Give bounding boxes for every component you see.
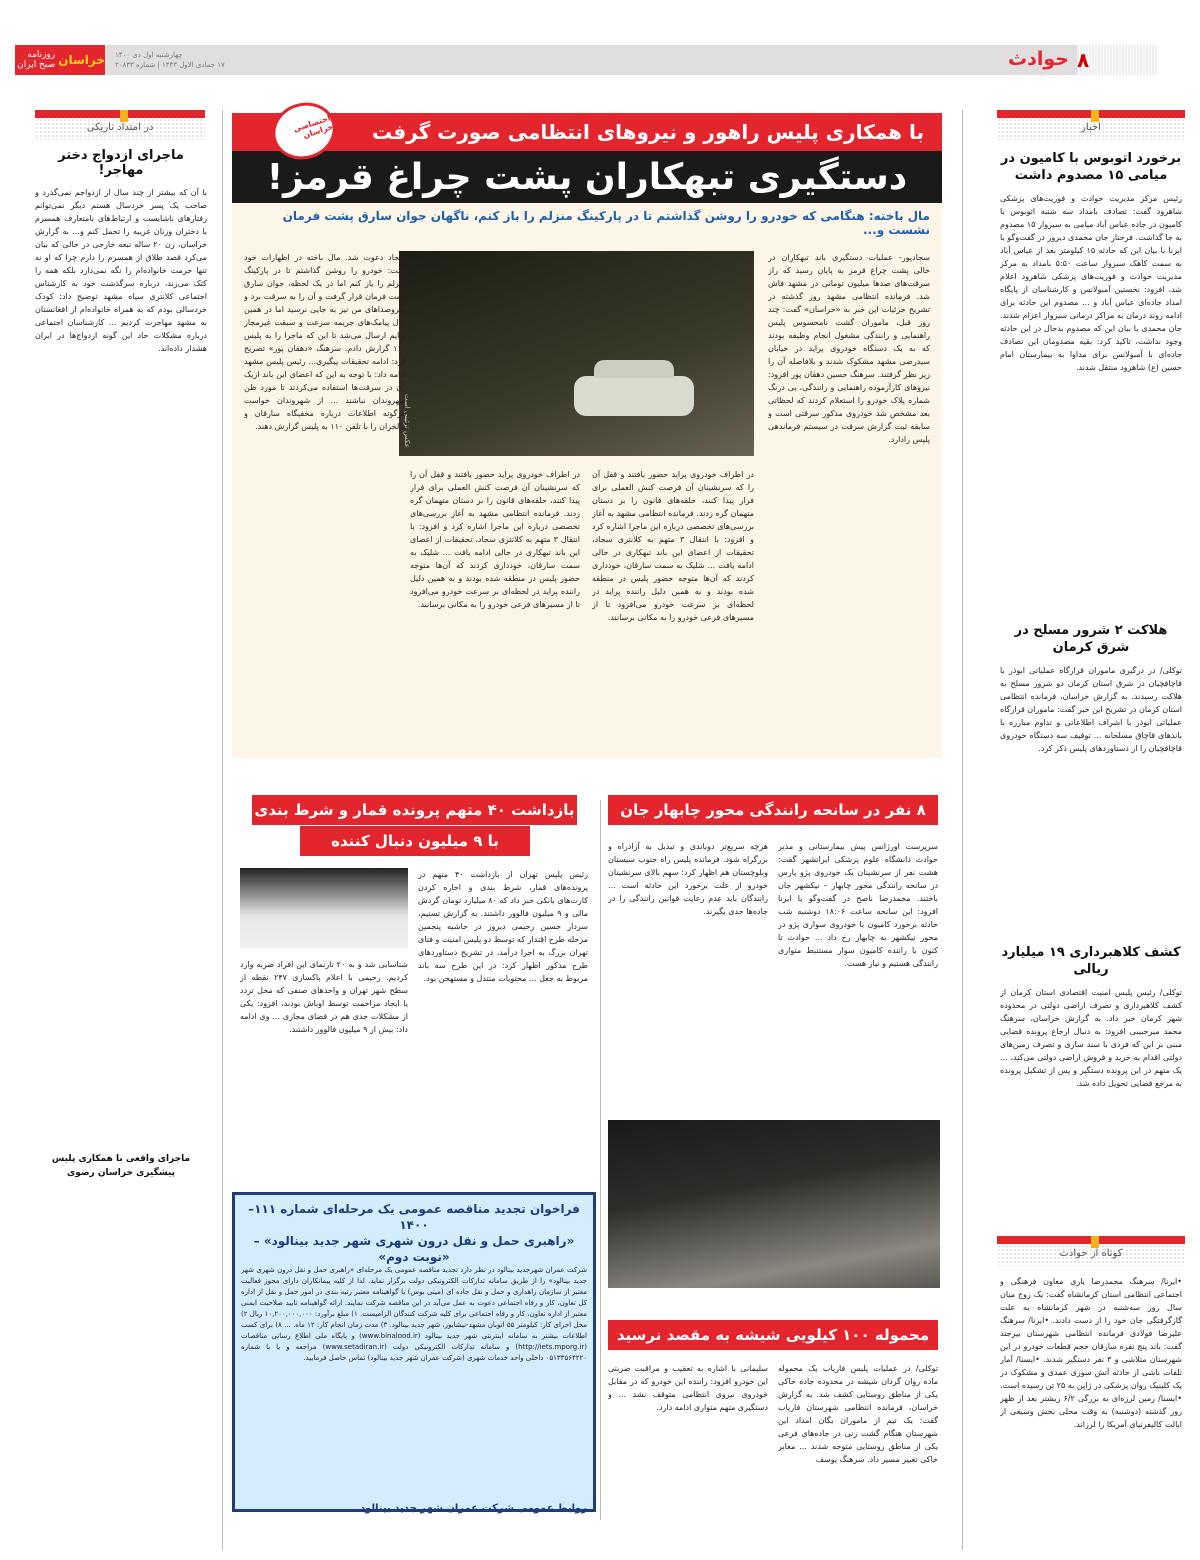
accident-column-2: هرچه سریع‌تر دوباندی و تبدیل به آزادراه و بزرگراه شود. فرمانده پلیس راه جنوب سیستان وبلوچستان هم اظهار کرد: سهم بالای سرنشینان خودرو از علت برخورد این حادثه است ... رانندگان باید عدم رعایت قوانین رانندگی را در جاده‌ها جدی بگیرند. <box>608 842 768 916</box>
feature-column-1: سجادپور- عملیات دستگیری باند تبهکاران در حالی پشت چراغ قرمز به پایان رسید که راز سرقت‌های صدها میلیون تومانی در مشهد فاش شد. فرمانده انتظامی مشهد روز گذشته در تشریح جزئیات این خبر به «خراسان» گفت: چند روز قبل، ماموران گشت نامحسوس پلیس راهنمایی و رانندگی مشغول انجام وظیفه بودند که به یک دستگاه خودروی پراید در خیابان سیدرضی مشهد مشکوک شدند و بلافاصله آن را زیر نظر گرفتند. سرهنگ حسین دهقان پور افزود: نیروهای کارآزموده راهنمایی و رانندگی، بی درنگ شماره پلاک خودرو را استعلام کردند که لحظاتی بعد مشخص شد خودروی مذکور سرقتی است و سابقه ثبت گزارش سرقت در سیستم فرماندهی پلیس رادارد. <box>768 253 930 444</box>
feature-column-2b: در اطراف خودروی پراید حضور یافتند و قفل آن را که سرنشینان آن فرصت کنش العملی برای فرار پیدا کنند، حلقه‌های قانون را بر دستان متهمان گره زدند. فرمانده انتظامی مشهد به آغاز بررسی‌های تخصصی درباره این ماجرا اشاره کرد و افزود: با انتقال ۳ متهم به کلانتری سجاد، تحقیقات از اعضای این باند تبهکاری در حالی ادامه یافت ... شلیک به سمت سارقان، خودداری کردند که آن‌ها متوجه حضور پلیس در منطقه شده بودند و به همین دلیل راننده پراید در لحظه‌ای بر سرعت خودرو می‌افزود تا از مسیرهای فرعی خودرو را به مکانی برسانند. <box>410 470 580 609</box>
story-footer: ماجرای واقعی با همکاری پلیس پیشگیری خراسان رضوی <box>51 1154 191 1178</box>
story-title: برخورد اتوبوس با کامیون در میامی ۱۵ مصدوم داشت <box>1000 151 1182 183</box>
feature-story <box>232 113 942 758</box>
glass-column-1: توکلی/ در عملیات پلیس فاریاب یک محموله ماده روان گردان شیشه در محدوده جاده خاکی یکی از مناطق روستایی کشف شد. به گزارش خراسان، فرمانده انتظامی شهرستان فاریاب گفت: یک تیم از ماموران یگان امداد این شهرستان هنگام گشت زنی در جاده‌های فرعی یکی از مناطق روستایی متوجه شدند ... معابر خاکی تغییر مسیر داد. سرهنگ یوسف <box>778 1364 938 1464</box>
feature-photo <box>399 251 754 456</box>
accident-headline: ۸ نفر در سانحه رانندگی محور چابهار جان باختند <box>608 795 938 825</box>
tender-advertisement <box>232 1192 596 1512</box>
story-title: کشف کلاهبرداری ۱۹ میلیارد ریالی <box>1001 945 1181 977</box>
accident-column-1: سرپرست اورژانس پیش بیمارستانی و مدیر حوادث دانشگاه علوم پزشکی ایرانشهر گفت: هشت نفر از سرنشینان یک خودروی پژو پارس در سانحه رانندگی محور چابهار – نیکشهر جان باختند. محمدرضا ناصح در گفت‌وگو با ایرنا افزود: این سانحه ساعت ۱۸:۰۶ دوشنبه شب حادثه برخورد کامیون با خودروی سواری پژو در محور نیکشهر به چابهار رخ داد ... حوادث تا کنون با راننده کامیون سوار مستنبط متواری رانندگی هستیم و نیاز هست. <box>778 842 938 968</box>
glass-column-2: سلیمانی با اشاره به تعقیب و مراقبت ضربتی این خودرو افزود: راننده این خودرو که در مقابل خودروی نیروی انتظامی متوقف نشد ... و دستگیری متهم متواری ادامه دارد. <box>608 1364 768 1412</box>
section-bar <box>105 45 1077 75</box>
story-body: توکلی/ رئیس پلیس امنیت اقتصادی استان کرمان از کشف کلاهبرداری و تصرف اراضی دولتی در محدوده شهر کرمان خبر داد. به گزارش خراسان، سرهنگ محمد میرحبیبی افزود: به دنبال ارجاع پرونده قضایی مبنی بر این که فردی با سند سازی و تصرف زمین‌های دولتی اقدام به خرید و فروش اراضی دولتی می‌کند، ... یک متهم در این پرونده دستگیر و پس از تشکیل پرونده به مرجع قضایی تحویل داده شد. <box>1000 988 1182 1088</box>
story-body: با آن که بیشتر از چند سال از ازدواجم نمی‌گذرد و صاحب یک پسر خردسال هستم دیگر نمی‌توانم رفتارهای ناشایست و ارتباط‌های نامتعارف همسرم با دختران وزنان غریبه را تحمل کنم و... به گزارش خراسان، زن ۲۰ ساله تبعه خارجی در حالی که بیان می‌کرد قصد طلاق از همسرم را دارم چرا که او نه تنها حرمت خانواده‌ام را نگه نمی‌دارد بلکه همه را کتک می‌زند، درباره سرگذشت خود به کارشناس اجتماعی کلانتری سیاه مشهد توضیح داد: کودک خردسالی بودم که به همراه خانواده‌ام از افغانستان به مشهد مهاجرت کردیم ... کارشناسان اجتماعی درباره مشکلات حاد این گونه ازدواج‌ها در ایران هشدار داده‌اند. <box>35 188 207 353</box>
police-car-image <box>574 376 694 416</box>
story-title: هلاکت ۲ شرور مسلح در شرق کرمان <box>1014 623 1168 655</box>
gambling-column-2: شناسایی شد و به ۲۰ تارنمای این افراد ضربه وارد کردیم. رحیمی با اعلام پاکسازی ۲۴۷ نقطه از سطح شهر تهران و واحدهای صنفی که محل تردد یا ایجاد مزاحمت توسط اوباش بودند، افزود: یکی از مشکلات جدی هم در فضای مجازی ... وی ادامه داد: بیش از ۹ میلیون فالوور داشتند. <box>240 960 408 1034</box>
left-column <box>35 148 207 1180</box>
ad-subtitle: «راهبری حمل و نقل درون شهری شهر جدید بینالود» – «نوبت دوم» <box>253 1234 575 1264</box>
ad-body: شرکت عمران شهرجدید بینالود در نظر دارد تجدید مناقصه عمومی یک مرحله‌ای «راهبری حمل و نقل درون شهری شهر جدید بینالود» را از طریق سامانه تدارکات الکترونیکی دولت برگزار نماید. لذا از کلیه پیمانکاران دارای مجوز فعالیت معتبر از سازمان راهداری و حمل و نقل جاده ای (مینی بوس) یا گواهینامه معتبر رتبه بندی در امور حمل و نقل از اداره کل تعاون، کار و رفاه اجتماعی دعوت به عمل می‌آید در این مناقصه شرکت نمایند. ارائه گواهینامه تایید صلاحیت ایمنی معتبر از اداره تعاون، کار و رفاه اجتماعی برای کلیه شرکت کنندگان الزامیست. ۱) مبلغ برآورد: ۱۰,۲۰۰,۰۰۰,۰۰۰ ریال ۲) محل اجرای کار: کیلومتر ۵۵ اتوبان مشهد-نیشابور، شهر جدید بینالود. ۳) مدت زمان انجام کار: ۱۲ ماه. ... ۸) برای کسب اطلاعات بیشتر به سامانه اینترنتی شهر جدید بینالود (www.binalood.ir) و پایگاه ملی اطلاع رسانی مناقصات (http://iets.mporg.ir) و سامانه تدارکات الکترونیکی دولت (www.setadiran.ir) مراجعه و یا با شماره ۰۵۱۳۳۵۶۴۲۲۰ داخلی واحد خدمات شهری (شرکت عمران شهر جدید بینالود) تماس حاصل فرمایید. <box>241 1266 587 1362</box>
exclusive-stamp: اختصاصی خراسان <box>265 94 343 167</box>
column-divider <box>962 110 963 1550</box>
short-news-body: •ایرنا/ سرهنگ محمدرضا یاری معاون فرهنگی و اجتماعی انتظامی استان کرمانشاه گفت: یک زوج میان سال روز سه‌شنبه در شهر کرمانشاه به علت گازگرفتگی جان خود را از دست دادند. •ایرنا/ سرهنگ علیرضا فولادی فرمانده انتظامی شهرستان بیرجند گفت: باند پنج نفره سارقان حجم قطعات خودرو در این شهرستان متلاشی و ۳ نفر دستگیر شدند. •ایسنا/ آمار تلفات ناشی از حادثه آتش سوزی عمدی و مشکوک در یک کلینیک روان پزشکی در ژاپن به ۲۵ تن رسیده است. •ایسنا/ زمین لرزه‌ای به بزرگی ۶/۲ ریشتر بعد از ظهر روز گذشته (دوشنبه) به وقت محلی بخش وسیعی از ایالت کالیفرنیای آمریکا را لرزاند. <box>1000 1277 1182 1429</box>
issue-date: چهارشنبه اول دی ۱۴۰۰ ۱۷ جمادی الاول ۱۴۴۳ | شماره ۲۰۸۳۳ <box>115 51 225 69</box>
page-number: ۸ <box>1077 45 1157 75</box>
glass-headline: محموله ۱۰۰ کیلویی شیشه به مقصد نرسید <box>608 1320 938 1350</box>
photo-credit: عکس تزئینی است <box>403 394 411 448</box>
ad-footer: روابط عمومی شرکت عمران شهر جدید بینالود <box>359 1503 587 1514</box>
newspaper-logo: خراسان روزنامه صبح ایران <box>15 45 105 75</box>
ad-title: فراخوان تجدید مناقصه عمومی یک مرحله‌ای شماره ۱۱۱–۱۴۰۰ <box>248 1202 580 1232</box>
column-divider <box>222 110 223 1550</box>
feature-column-2: در اطراف خودروی پراید حضور یافتند و قفل آن را که سرنشینان آن فرصت کنش العملی برای فرار پیدا کنند، حلقه‌های قانون را بر دستان متهمان گره زدند. فرمانده انتظامی مشهد به آغاز بررسی‌های تخصصی درباره این ماجرا اشاره کرد و افزود: با انتقال ۳ متهم به کلانتری سجاد، تحقیقات از اعضای این باند تبهکاری در حالی ادامه یافت ... شلیک به سمت سارقان، خودداری کردند که آن‌ها متوجه حضور پلیس در منطقه شده بودند و به همین دلیل راننده پراید در لحظه‌ای بر سرعت خودرو می‌افزود تا از مسیرهای فرعی خودرو را به مکانی برسانند. <box>592 470 754 622</box>
section-title: حوادث <box>1008 48 1069 70</box>
crash-photo <box>608 1120 940 1288</box>
left-column-label: در امتداد تاریکی <box>35 110 205 140</box>
feature-column-3: سجاد دعوت شد. مال باخته در اظهارات خود گفت: خودرو را روشن گذاشتم تا در پارکینگ منزلم را باز کنم اما در یک لحظه، جوان سارق پشت فرمان قرار گرفت و آن را به سرقت برد و سروصداهای من نیز به جایی نرسید اما در همین حال پیامک‌های جریمه سرعت و سبقت غیرمجاز برایم ارسال می‌شد تا این که ماجرا را به پلیس ۱۱۰ گزارش دادم. سرهنگ «دهقان پور» تصریح کرد: ادامه تحقیقات پیگیری... رئیس پلیس مشهد ادامه داد: با توجه به این که اعضای این باند ازیک زن در سرقت‌ها استفاده می‌کردند تا مورد ظن شهروندان نباشند ... از شهروندان خواست هرگونه اطلاعات درباره مخفیگاه سارقان و مالخران را با تلفن ۱۱۰ به پلیس گزارش دهند. <box>244 253 406 431</box>
gambling-column-1: رئیس پلیس تهران از بازداشت ۴۰ متهم در پرونده‌های قمار، شرط بندی و اجاره کردن کارت‌های بانکی خبر داد که ۸۰ میلیارد تومان گردش مالی و ۹ میلیون فالوور داشتند. به گزارش تسنیم، سردار حسین رحیمی دیروز در حاشیه پنجمین مرحله طرح اقتدار که توسط دو پلیس امنیت و فتای تهران بزرگ به اجرا درآمد، در تشریح دستاوردهای طرح مذکور اظهار کرد: در این طرح سه باند مربوط به جعل ... محتویات منتدل و مستهجن بود. <box>418 870 588 983</box>
story-body: توکلی/ در درگیری ماموران قرارگاه عملیاتی ابوذر با قاچاقچیان در شرق استان کرمان دو شرور مسلح به هلاکت رسیدند. به گزارش خراسان، فرمانده انتظامی استان کرمان در تشریح این خبر گفت: ماموران قرارگاه عملیاتی ابوذر با اشراف اطلاعاتی و تداوم مبارزه با باندهای قاچاق مسلحانه ... توقیف سه دستگاه خودروی قاچاقچیان را از دستاوردهای پلیس ذکر کرد. <box>1000 666 1182 753</box>
right-column-label: اخبار <box>997 110 1185 140</box>
right-column <box>1000 150 1182 1238</box>
gambling-headline-1: بازداشت ۴۰ متهم پرونده قمار و شرط بندی <box>252 795 577 825</box>
gambling-photo <box>240 868 408 948</box>
feature-kicker: با همکاری پلیس راهور و نیروهای انتظامی صورت گرفت <box>232 113 942 151</box>
short-news-label: کوتاه از حوادث <box>997 1236 1185 1266</box>
page-header <box>15 45 1157 75</box>
feature-lead: مال باخته: هنگامی که خودرو را روشن گذاشتم تا در پارکینگ منزلم را باز کنم، ناگهان جوان سارق پشت فرمان نشست و... <box>282 209 930 237</box>
column-divider <box>600 800 601 1520</box>
story-body: رئیس مرکز مدیریت حوادث و فوریت‌های پزشکی شاهرود گفت: تصادف بامداد سه شنبه اتوبوس با کامیون در جاده عباس آباد میامی به سبزوار ۱۵ مصدوم به جا گذاشت. فرحناز جان محمدی دیروز در گفت‌وگو با ایرنا با بیان این که حادثه ۱۵ کیلومتر بعد از عباس آباد به سمت کاهک سبزوار ساعت ۵:۵۰ بامداد به مرکز مدیریت حوادث و فوریت‌های پزشکی شاهرود اعلام شد، افزود: نخستین آمبولانس و کارشناسان از پایگاه امداد جاده‌ای عباس آباد و ... مصدوم این حادثه برای ادامه روند درمان به مراکز درمانی سبزوار اعزام شدند. جان محمدی با بیان این که مصدوم بدحال در این حادثه وجود نداشت، تاکید کرد: بقیه مصدومان این تصادف جاده‌ای با آمبولانس برای مداوا به بیمارستان امام حسین (ع) شاهرود منتقل شدند. <box>1000 194 1182 372</box>
feature-headline: دستگیری تبهکاران پشت چراغ قرمز! <box>232 151 942 203</box>
story-title: ماجرای ازدواج دختر مهاجر! <box>58 148 184 178</box>
gambling-headline-2: با ۹ میلیون دنبال کننده <box>300 826 530 856</box>
